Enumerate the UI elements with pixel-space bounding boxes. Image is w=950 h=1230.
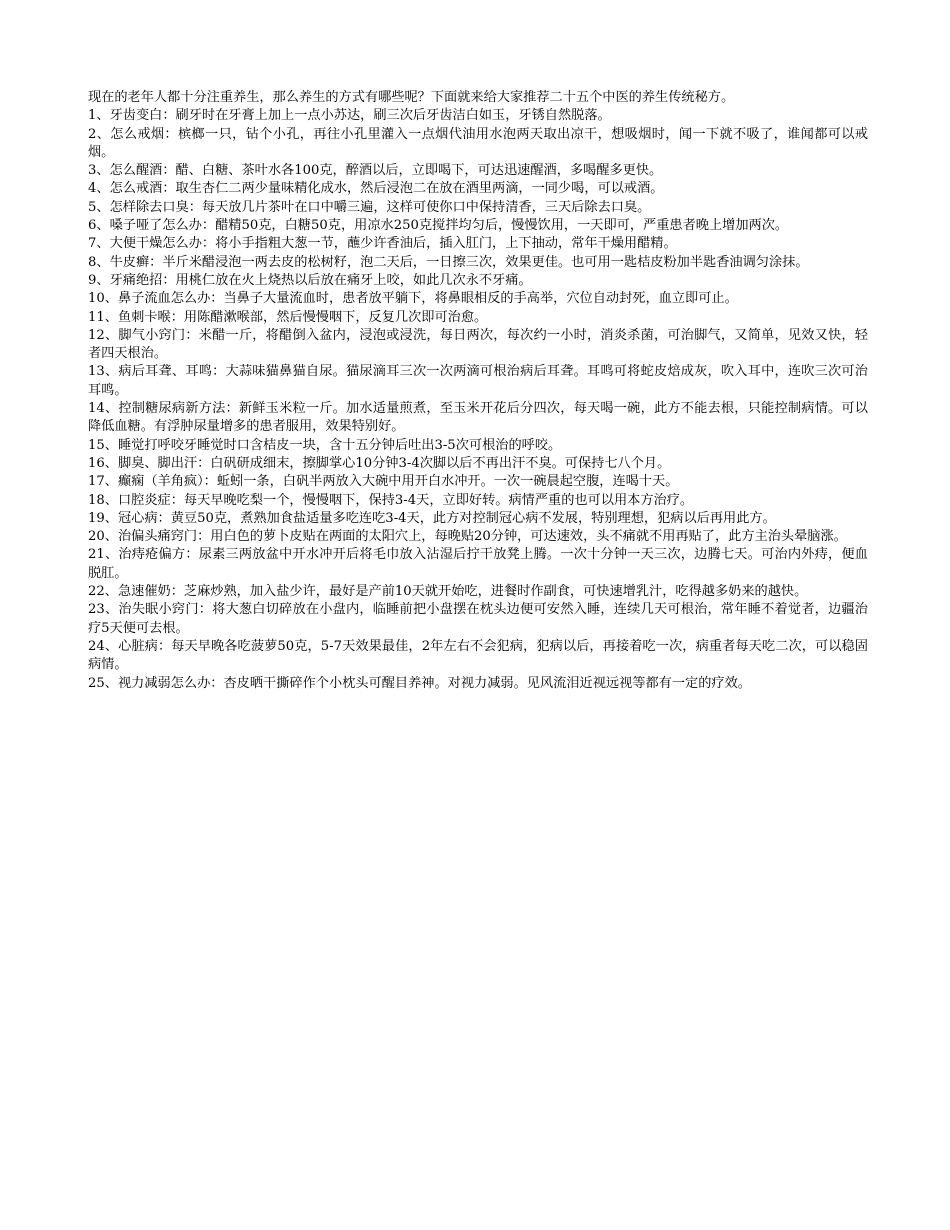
remedy-item-18: 18、口腔炎症：每天早晚吃梨一个，慢慢咽下，保持3-4天，立即好转。病情严重的也可以用本方治疗。: [88, 492, 694, 508]
remedy-item-9: 9、牙痛绝招：用桃仁放在火上烧热以后放在痛牙上咬，如此几次永不牙痛。: [88, 272, 532, 288]
remedy-item-21: 21、治痔疮偏方：尿素三两放盆中开水冲开后将毛巾放入沾湿后拧干放凳上腾。一次十分钟一天三次，边腾七天。可治内外痔，便血脱肛。: [88, 547, 868, 581]
remedy-item-25: 25、视力减弱怎么办：杏皮晒干撕碎作个小枕头可醒目养神。对视力减弱。见风流泪近视远视等都有一定的疗效。: [88, 675, 751, 691]
document-body: [88, 89, 868, 693]
remedy-item-20: 20、治偏头痛窍门：用白色的萝卜皮贴在两面的太阳穴上，每晚贴20分钟，可达速效，头不痛就不用再贴了，此方主治头晕脑涨。: [88, 529, 847, 545]
remedy-item-24: 24、心脏病：每天早晚各吃菠萝50克，5-7天效果最佳，2年左右不会犯病，犯病以后，再接着吃一次，病重者每天吃二次，可以稳固病情。: [88, 638, 868, 673]
remedy-item-19: 19、冠心病：黄豆50克，煮熟加食盐适量多吃连吃3-4天，此方对控制冠心病不发展，特别理想，犯病以后再用此方。: [88, 510, 776, 526]
remedy-item-15: 15、睡觉打呼咬牙睡觉时口含桔皮一块，含十五分钟后吐出3-5次可根治的呼咬。: [88, 437, 562, 453]
remedy-item-22: 22、急速催奶：芝麻炒熟，加入盐少许，最好是产前10天就开始吃，进餐时作副食，可快速增乳汁，吃得越多奶来的越快。: [88, 584, 808, 600]
remedy-item-23: 23、治失眠小窍门：将大葱白切碎放在小盘内，临睡前把小盘摆在枕头边便可安然入睡，连续几天可根治，常年睡不着觉者，边疆治疗5天便可去根。: [88, 602, 868, 636]
intro-paragraph: 现在的老年人都十分注重养生，那么养生的方式有哪些呢？下面就来给大家推荐二十五个中医的养生传统秘方。: [88, 90, 735, 105]
remedy-item-8: 8、牛皮癣：半斤米醋浸泡一两去皮的松树籽，泡二天后，一日擦三次，效果更佳。也可用一匙桔皮粉加半匙香油调匀涂抹。: [88, 254, 809, 270]
remedy-item-5: 5、怎样除去口臭：每天放几片茶叶在口中嚼三遍，这样可使你口中保持清香，三天后除去口臭。: [88, 199, 651, 215]
remedy-item-4: 4、怎么戒酒：取生杏仁二两少量味精化成水，然后浸泡二在放在酒里两滴，一同少喝，可以戒酒。: [88, 181, 664, 197]
remedy-item-3: 3、怎么醒酒：醋、白糖、茶叶水各100克，醉酒以后，立即喝下，可达迅速醒酒，多喝醒多更快。: [88, 163, 663, 179]
remedy-item-11: 11、鱼刺卡喉：用陈醋漱喉部，然后慢慢咽下，反复几次即可治愈。: [88, 309, 488, 325]
remedy-item-16: 16、脚臭、脚出汗：白矾研成细末，擦脚掌心10分钟3-4次脚以后不再出汗不臭。可保持七八个月。: [88, 455, 671, 471]
remedy-item-7: 7、大便干燥怎么办：将小手指粗大葱一节，蘸少许香油后，插入肛门，上下抽动，常年干燥用醋精。: [88, 236, 677, 252]
remedy-item-14: 14、控制糖尿病新方法：新鲜玉米粒一斤。加水适量煎煮，至玉米开花后分四次，每天喝一碗，此方不能去根，只能控制病情。可以降低血糖。有浮肿尿量增多的患者服用，效果特别好。: [88, 401, 868, 435]
remedy-item-10: 10、鼻子流血怎么办：当鼻子大量流血时，患者放平躺下，将鼻眼相反的手高举，穴位自动封死，血立即可止。: [88, 291, 738, 307]
remedy-item-2: 2、怎么戒烟：槟榔一只，钻个小孔，再往小孔里灌入一点烟代油用水泡两天取出凉干，想吸烟时，闻一下就不吸了，谁闻都可以戒烟。: [88, 126, 868, 160]
remedy-item-1: 1、牙齿变白：刷牙时在牙膏上加上一点小苏达，刷三次后牙齿洁白如玉，牙锈自然脱落。: [88, 108, 611, 124]
remedy-item-13: 13、病后耳聋、耳鸣：大蒜味猫鼻猫自尿。猫尿滴耳三次一次两滴可根治病后耳聋。耳鸣可将蛇皮焙成灰，吹入耳中，连吹三次可治耳鸣。: [88, 364, 868, 398]
remedy-item-12: 12、脚气小窍门：米醋一斤，将醋倒入盆内，浸泡或浸洗，每日两次，每次约一小时，消炎杀菌，可治脚气，又简单，见效又快，轻者四天根治。: [88, 327, 868, 362]
remedy-item-6: 6、嗓子哑了怎么办：醋精50克，白糖50克，用凉水250克搅拌均匀后，慢慢饮用，一天即可，严重患者晚上增加两次。: [88, 218, 789, 234]
remedy-item-17: 17、癫痫（羊角疯）：蚯蚓一条，白矾半两放入大碗中用开白水冲开。一次一碗晨起空腹，连喝十天。: [88, 474, 679, 490]
